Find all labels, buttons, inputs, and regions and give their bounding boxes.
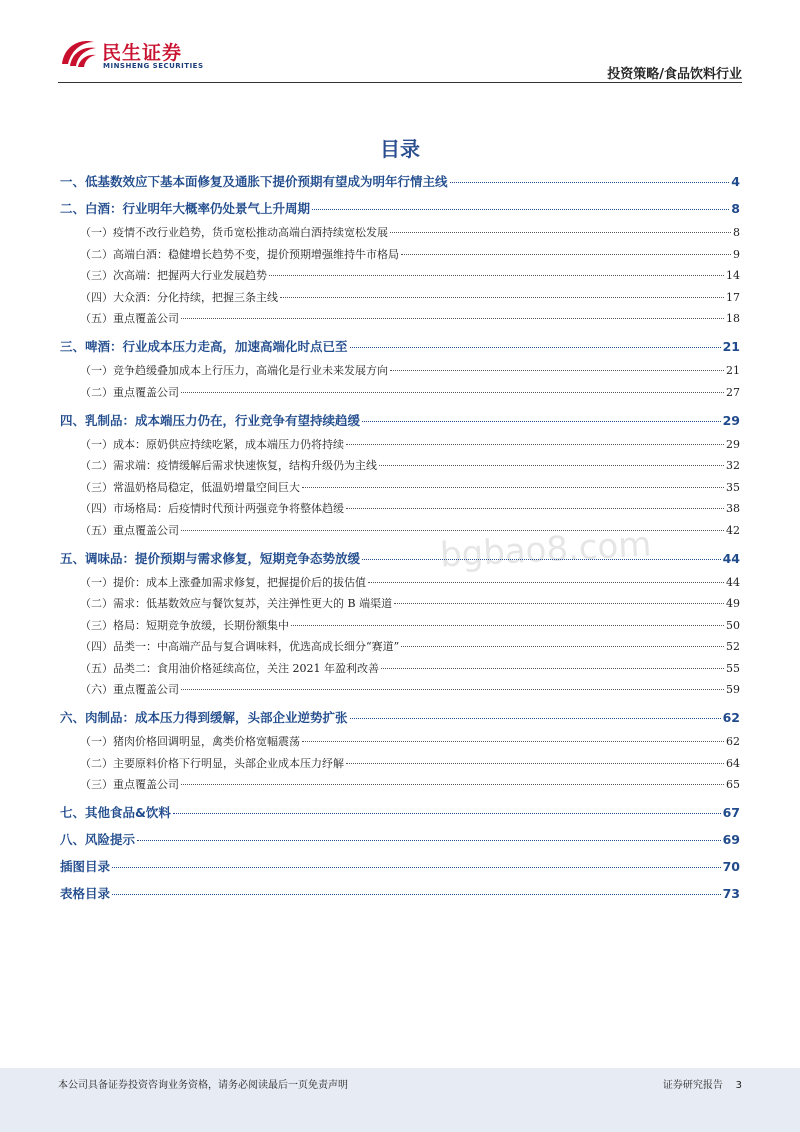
- toc-leader-dots: [181, 784, 724, 785]
- toc-subsection-entry[interactable]: [60, 310, 740, 326]
- toc-entry-text: （三）重点覆盖公司: [80, 778, 179, 791]
- toc-page-number: 21: [722, 339, 740, 354]
- toc-section-entry[interactable]: [60, 199, 740, 217]
- logo-text-en: MINSHENG SECURITIES: [103, 62, 204, 70]
- toc-page-number: 42: [726, 523, 740, 537]
- logo-text-cn: 民生证券: [102, 42, 183, 64]
- toc-subsection-entry[interactable]: [60, 362, 740, 378]
- toc-page-number: 67: [722, 805, 740, 820]
- toc-section-entry[interactable]: [60, 857, 740, 875]
- toc-subsection-entry[interactable]: [60, 224, 740, 240]
- toc-leader-dots: [346, 508, 724, 509]
- toc-subsection-entry[interactable]: [60, 733, 740, 749]
- toc-subsection-entry[interactable]: [60, 267, 740, 283]
- toc-page-number: 49: [726, 597, 740, 610]
- toc-leader-dots: [390, 232, 731, 233]
- toc-leader-dots: [390, 370, 724, 371]
- toc-section-entry[interactable]: [60, 172, 740, 190]
- toc-leader-dots: [181, 318, 724, 319]
- toc-entry-text: （六）重点覆盖公司: [80, 683, 179, 696]
- toc-subsection-entry[interactable]: [60, 522, 740, 538]
- toc-entry-text: （一）提价：成本上涨叠加需求修复，把握提价后的拔估值: [80, 575, 366, 589]
- toc-section-entry[interactable]: [60, 803, 740, 821]
- toc-subsection-entry[interactable]: [60, 436, 740, 452]
- toc-entry-text: 插图目录: [60, 859, 111, 874]
- toc-leader-dots: [381, 668, 724, 669]
- toc-entry-text: 四、乳制品：成本端压力仍在，行业竞争有望持续趋缓: [60, 412, 361, 428]
- toc-section-entry[interactable]: [60, 708, 740, 726]
- toc-entry-text: 七、其他食品&饮料: [60, 805, 171, 820]
- toc-subsection-entry[interactable]: [60, 617, 740, 633]
- logo-icon: [58, 34, 98, 72]
- toc-entry-text: （三）常温奶格局稳定，低温奶增量空间巨大: [80, 480, 300, 494]
- toc-leader-dots: [394, 603, 724, 604]
- toc-subsection-entry[interactable]: [60, 500, 740, 516]
- company-logo: [58, 34, 208, 76]
- toc-subsection-entry[interactable]: [60, 384, 740, 400]
- toc-section-entry[interactable]: [60, 337, 740, 355]
- toc-page-number: 21: [726, 364, 740, 377]
- toc-leader-dots: [350, 347, 721, 348]
- toc-leader-dots: [346, 763, 724, 764]
- toc-leader-dots: [450, 182, 730, 183]
- page-number: 3: [735, 1080, 742, 1091]
- toc-entry-text: （四）大众酒：分化持续，把握三条主线: [80, 290, 278, 304]
- toc-entry-text: （二）需求：低基数效应与餐饮复苏，关注弹性更大的 B 端渠道: [80, 597, 393, 610]
- toc-entry-text: （二）重点覆盖公司: [80, 385, 179, 399]
- page-footer: [0, 1068, 800, 1132]
- toc-page-number: 38: [726, 502, 740, 515]
- toc-entry-text: 六、肉制品：成本压力得到缓解，头部企业逆势扩张: [60, 710, 348, 725]
- toc-page-number: 64: [726, 756, 740, 770]
- toc-page-number: 32: [726, 459, 740, 472]
- toc-entry-text: （三）次高端：把握两大行业发展趋势: [80, 269, 267, 282]
- toc-page-number: 59: [726, 683, 740, 696]
- toc-leader-dots: [181, 530, 724, 531]
- header-divider: [58, 82, 742, 83]
- toc-leader-dots: [269, 275, 724, 276]
- toc-page-number: 65: [726, 778, 740, 791]
- toc-page-number: 62: [722, 710, 740, 725]
- toc-entry-text: 二、白酒：行业明年大概率仍处景气上升周期: [60, 201, 311, 216]
- toc-leader-dots: [350, 718, 721, 719]
- toc-subsection-entry[interactable]: [60, 638, 740, 654]
- toc-subsection-entry[interactable]: [60, 479, 740, 495]
- toc-entry-text: （五）品类二：食用油价格延续高位，关注 2021 年盈利改善: [80, 661, 379, 675]
- toc-page-number: 44: [726, 575, 740, 589]
- toc-leader-dots: [112, 894, 721, 895]
- toc-leader-dots: [302, 487, 724, 488]
- toc-page-number: 62: [726, 735, 740, 748]
- toc-page-number: 69: [722, 832, 740, 847]
- toc-leader-dots: [137, 840, 721, 841]
- toc-entry-text: （五）重点覆盖公司: [80, 523, 179, 537]
- toc-entry-text: 八、风险提示: [60, 832, 136, 847]
- toc-title: 目录: [380, 137, 420, 161]
- toc-entry-text: （一）竞争趋缓叠加成本上行压力，高端化是行业未来发展方向: [80, 364, 388, 377]
- toc-leader-dots: [302, 741, 724, 742]
- watermark: bgbao8.com: [439, 524, 653, 576]
- toc-entry-text: 表格目录: [60, 886, 111, 901]
- toc-leader-dots: [291, 625, 724, 626]
- toc-entry-text: （二）需求端：疫情缓解后需求快速恢复，结构升级仍为主线: [80, 459, 377, 472]
- toc-page-number: 29: [726, 437, 740, 451]
- toc-leader-dots: [346, 444, 724, 445]
- toc-section-entry[interactable]: [60, 411, 740, 429]
- footer-disclaimer: 本公司具备证券投资咨询业务资格，请务必阅读最后一页免责声明: [58, 1080, 348, 1091]
- toc-page-number: 44: [722, 550, 740, 566]
- toc-page-number: 14: [726, 269, 740, 282]
- toc-entry-text: （三）格局：短期竞争放缓，长期份额集中: [80, 618, 289, 632]
- toc-entry-text: （五）重点覆盖公司: [80, 312, 179, 325]
- toc-entry-text: （一）猪肉价格回调明显，禽类价格宽幅震荡: [80, 735, 300, 748]
- toc-leader-dots: [173, 813, 721, 814]
- toc-page-number: 27: [726, 385, 740, 399]
- toc-subsection-entry[interactable]: [60, 681, 740, 697]
- footer-report-type: 证券研究报告: [662, 1080, 723, 1091]
- toc-entry-text: （一）成本：原奶供应持续吃紧，成本端压力仍将持续: [80, 437, 344, 451]
- toc-subsection-entry[interactable]: [60, 457, 740, 473]
- toc-section-entry[interactable]: [60, 830, 740, 848]
- toc-subsection-entry[interactable]: [60, 660, 740, 676]
- toc-entry-text: （二）主要原料价格下行明显，头部企业成本压力纾解: [80, 756, 344, 770]
- toc-page-number: 35: [726, 480, 740, 494]
- toc-entry-text: （二）高端白酒：稳健增长趋势不变，提价预期增强维持牛市格局: [80, 247, 399, 261]
- toc-subsection-entry[interactable]: [60, 289, 740, 305]
- toc-leader-dots: [181, 689, 724, 690]
- toc-entry-text: 三、啤酒：行业成本压力走高，加速高端化时点已至: [60, 339, 348, 354]
- toc-page-number: 52: [726, 640, 740, 653]
- toc-leader-dots: [181, 392, 724, 393]
- toc-entry-text: （一）疫情不改行业趋势，货币宽松推动高端白酒持续宽松发展: [80, 226, 388, 239]
- toc-leader-dots: [112, 867, 721, 868]
- footer-report-info: [663, 1076, 742, 1091]
- toc-page-number: 8: [731, 201, 740, 216]
- toc-leader-dots: [362, 559, 721, 560]
- toc-page-number: 73: [722, 886, 740, 901]
- toc-subsection-entry[interactable]: [60, 776, 740, 792]
- toc-subsection-entry[interactable]: [60, 574, 740, 590]
- toc-entry-text: （四）市场格局：后疫情时代预计两强竞争将整体趋缓: [80, 502, 344, 515]
- toc-entry-text: 一、低基数效应下基本面修复及通胀下提价预期有望成为明年行情主线: [60, 174, 448, 189]
- toc-page-number: 50: [726, 618, 740, 632]
- toc-leader-dots: [312, 209, 729, 210]
- toc-page-number: 55: [726, 661, 740, 675]
- toc-leader-dots: [401, 254, 731, 255]
- toc-page-number: 8: [733, 226, 740, 239]
- toc-subsection-entry[interactable]: [60, 595, 740, 611]
- toc-entry-text: 五、调味品：提价预期与需求修复，短期竞争态势放缓: [60, 550, 361, 566]
- toc-subsection-entry[interactable]: [60, 755, 740, 771]
- toc-page-number: 18: [726, 312, 740, 325]
- toc-page-number: 70: [722, 859, 740, 874]
- toc-section-entry[interactable]: [60, 549, 740, 567]
- toc-leader-dots: [379, 465, 724, 466]
- toc-leader-dots: [368, 582, 724, 583]
- toc-leader-dots: [362, 421, 721, 422]
- toc-page-number: 17: [726, 290, 740, 304]
- page-header: [0, 0, 800, 80]
- toc-section-entry[interactable]: [60, 884, 740, 902]
- toc-page-number: 29: [722, 412, 740, 428]
- toc-page-number: 4: [731, 174, 740, 189]
- toc-entry-text: （四）品类一：中高端产品与复合调味料，优选高成长细分“赛道”: [80, 640, 400, 653]
- toc-page-number: 9: [733, 247, 740, 261]
- toc-leader-dots: [280, 297, 724, 298]
- report-category: 投资策略/食品饮料行业: [607, 67, 742, 82]
- toc-leader-dots: [401, 646, 724, 647]
- toc-subsection-entry[interactable]: [60, 246, 740, 262]
